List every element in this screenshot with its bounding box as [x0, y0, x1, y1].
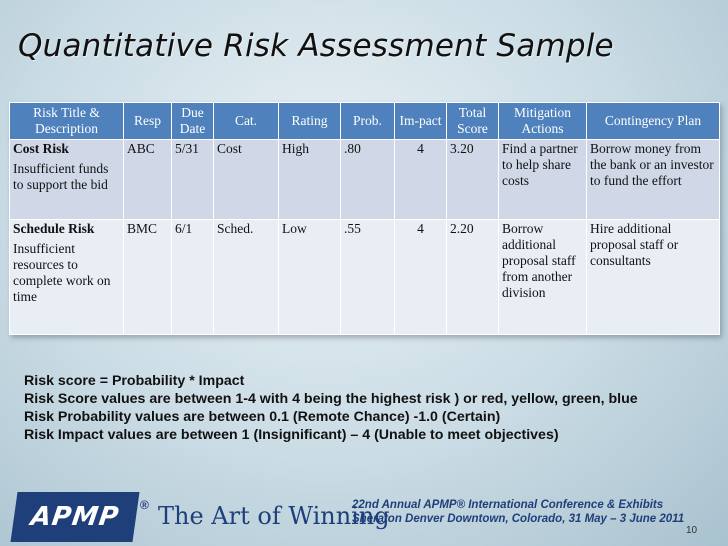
probability-cell: .80 — [341, 140, 395, 220]
conference-line: 22nd Annual APMP® International Conference & Exhibits — [352, 499, 664, 511]
header-risk-title: Risk Title & Description — [10, 103, 124, 140]
contingency-cell: Hire additional proposal staff or consultants — [587, 220, 720, 335]
header-resp: Resp — [124, 103, 172, 140]
conference-venue-line: Sheraton Denver Downtown, Colorado, 31 May – 3 June 2011 — [352, 513, 685, 525]
header-probability: Prob. — [341, 103, 395, 140]
risk-title-cell — [10, 220, 124, 335]
rating-cell: Low — [279, 220, 341, 335]
table-row — [10, 140, 720, 220]
risk-title-cell — [10, 140, 124, 220]
header-due-date: Due Date — [172, 103, 214, 140]
due-date-cell: 6/1 — [172, 220, 214, 335]
total-score-cell: 2.20 — [447, 220, 499, 335]
impact-cell: 4 — [395, 220, 447, 335]
conference-info — [352, 498, 684, 526]
notes-block — [24, 372, 724, 444]
mitigation-cell: Borrow additional proposal staff from another division — [499, 220, 587, 335]
risk-title: Schedule Risk — [13, 221, 95, 236]
slide-footer — [0, 492, 728, 546]
resp-cell: BMC — [124, 220, 172, 335]
total-score-cell: 3.20 — [447, 140, 499, 220]
contingency-cell: Borrow money from the bank or an investor to fund the effort — [587, 140, 720, 220]
risk-description: Insufficient funds to support the bid — [13, 161, 109, 192]
due-date-cell: 5/31 — [172, 140, 214, 220]
note-line: Risk Impact values are between 1 (Insignificant) – 4 (Unable to meet objectives) — [24, 427, 559, 443]
risk-assessment-table — [9, 102, 720, 335]
note-line: Risk score = Probability * Impact — [24, 373, 245, 389]
header-total-score: Total Score — [447, 103, 499, 140]
header-contingency: Contingency Plan — [587, 103, 720, 140]
mitigation-cell: Find a partner to help share costs — [499, 140, 587, 220]
tagline: The Art of Winning — [158, 502, 390, 530]
risk-description: Insufficient resources to complete work on time — [13, 241, 111, 304]
table-header-row — [10, 103, 720, 140]
page-number: 10 — [686, 525, 698, 536]
impact-cell: 4 — [395, 140, 447, 220]
table-row — [10, 220, 720, 335]
header-category: Cat. — [214, 103, 279, 140]
header-mitigation: Mitigation Actions — [499, 103, 587, 140]
resp-cell: ABC — [124, 140, 172, 220]
registered-mark: ® — [140, 498, 149, 512]
note-line: Risk Probability values are between 0.1 (Remote Chance) -1.0 (Certain) — [24, 409, 501, 425]
probability-cell: .55 — [341, 220, 395, 335]
category-cell: Cost — [214, 140, 279, 220]
header-rating: Rating — [279, 103, 341, 140]
apmp-logo: APMP — [10, 492, 139, 542]
category-cell: Sched. — [214, 220, 279, 335]
slide-title: Quantitative Risk Assessment Sample — [18, 28, 614, 64]
header-impact: Im-pact — [395, 103, 447, 140]
risk-title: Cost Risk — [13, 141, 69, 156]
note-line: Risk Score values are between 1-4 with 4 being the highest risk ) or red, yellow, green, blue — [24, 391, 638, 407]
rating-cell: High — [279, 140, 341, 220]
